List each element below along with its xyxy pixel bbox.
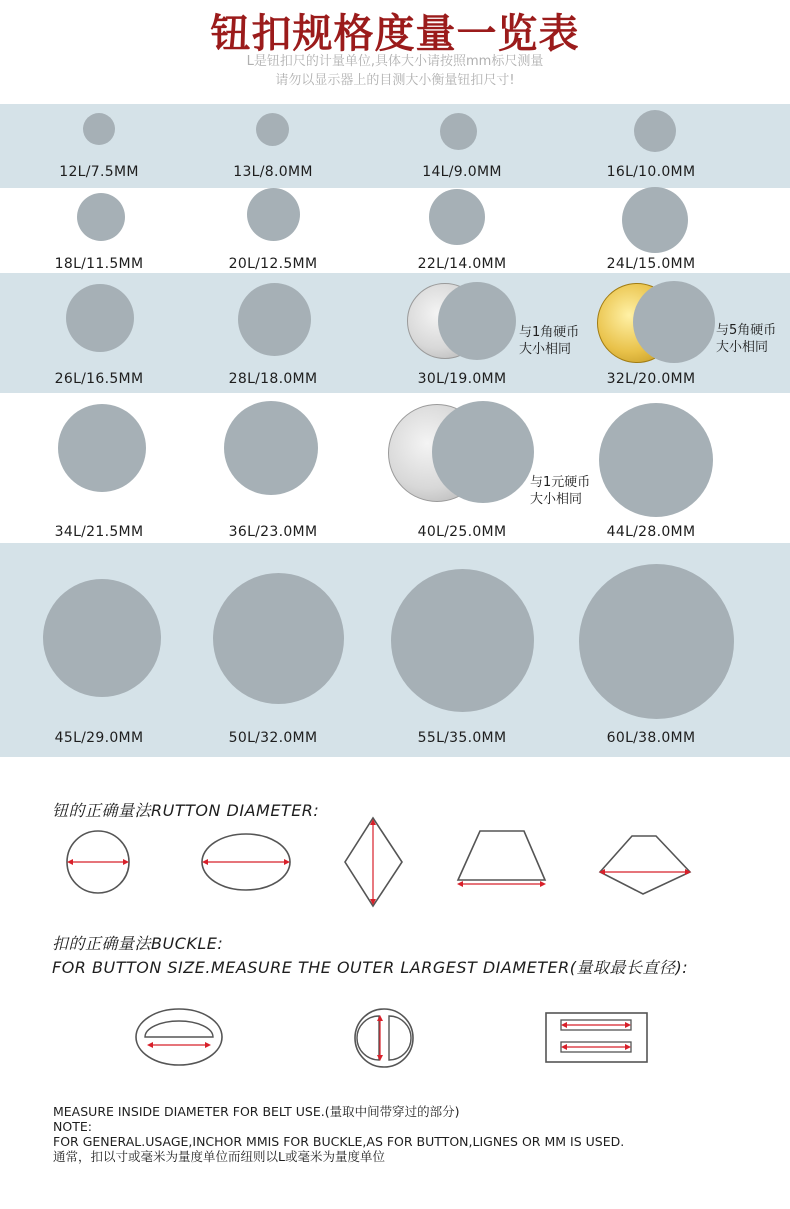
button-size-label: 40L/25.0MM <box>417 524 507 540</box>
rectangle-buckle-diagram-icon <box>546 1013 647 1062</box>
button-size-label: 14L/9.0MM <box>422 164 502 180</box>
button-measure-heading: 钮的正确量法RUTTON DIAMETER: <box>52 801 320 820</box>
button-size-label: 34L/21.5MM <box>54 524 144 540</box>
button-size-label: 44L/28.0MM <box>606 524 696 540</box>
unit-usage-note-cn: 通常，扣以寸或毫米为量度单位而纽则以L或毫米为量度单位 <box>53 1149 385 1164</box>
button-size-label: 26L/16.5MM <box>54 371 144 387</box>
subtitle-warning: 请勿以显示器上的目测大小衡量钮扣尺寸! <box>275 73 515 88</box>
button-size-label: 13L/8.0MM <box>233 164 313 180</box>
one-jiao-note-line-1: 与1角硬币 <box>519 325 580 340</box>
button-size-label: 24L/15.0MM <box>606 256 696 272</box>
button-size-label: 60L/38.0MM <box>606 730 696 746</box>
one-jiao-note-line-2: 大小相同 <box>519 342 572 357</box>
round-buckle-diagram-icon <box>355 1009 413 1067</box>
belt-measure-note: MEASURE INSIDE DIAMETER FOR BELT USE.(量取中间带穿过的部分) <box>53 1104 460 1119</box>
button-size-label: 28L/18.0MM <box>228 371 318 387</box>
button-size-label: 45L/29.0MM <box>54 730 144 746</box>
oval-button-diagram-icon <box>202 834 290 890</box>
oval-buckle-diagram-icon <box>136 1009 222 1065</box>
button-size-label: 18L/11.5MM <box>54 256 144 272</box>
button-size-label: 55L/35.0MM <box>417 730 507 746</box>
five-jiao-note-line-1: 与5角硬币 <box>716 323 777 338</box>
button-size-label: 32L/20.0MM <box>606 371 696 387</box>
subtitle-unit-note: L是钮扣尺的计量单位,具体大小请按照mm标尺测量 <box>246 54 544 69</box>
general-usage-note: FOR GENERAL.USAGE,INCHOR MMIS FOR BUCKLE,AS FOR BUTTON,LIGNES OR MM IS USED. <box>53 1134 625 1149</box>
button-size-label: 50L/32.0MM <box>228 730 318 746</box>
diamond-button-diagram-icon <box>345 818 402 906</box>
button-size-label: 22L/14.0MM <box>417 256 507 272</box>
button-size-label: 20L/12.5MM <box>228 256 318 272</box>
button-size-label: 16L/10.0MM <box>606 164 696 180</box>
buckle-measure-heading: 扣的正确量法BUCKLE: <box>52 934 224 953</box>
hexagon-button-diagram-icon <box>600 836 690 894</box>
button-size-label: 12L/7.5MM <box>59 164 139 180</box>
note-label: NOTE: <box>53 1119 92 1134</box>
largest-diameter-heading: FOR BUTTON SIZE.MEASURE THE OUTER LARGEST DIAMETER(量取最长直径): <box>52 958 689 977</box>
trapezoid-button-diagram-icon <box>458 831 545 884</box>
button-size-label: 30L/19.0MM <box>417 371 507 387</box>
page-title: 钮扣规格度量一览表 <box>210 11 580 57</box>
one-yuan-note-line-1: 与1元硬币 <box>530 475 591 490</box>
button-size-label: 36L/23.0MM <box>228 524 318 540</box>
round-button-diagram-icon <box>67 831 129 893</box>
one-yuan-note-line-2: 大小相同 <box>530 492 583 507</box>
five-jiao-note-line-2: 大小相同 <box>716 340 769 355</box>
